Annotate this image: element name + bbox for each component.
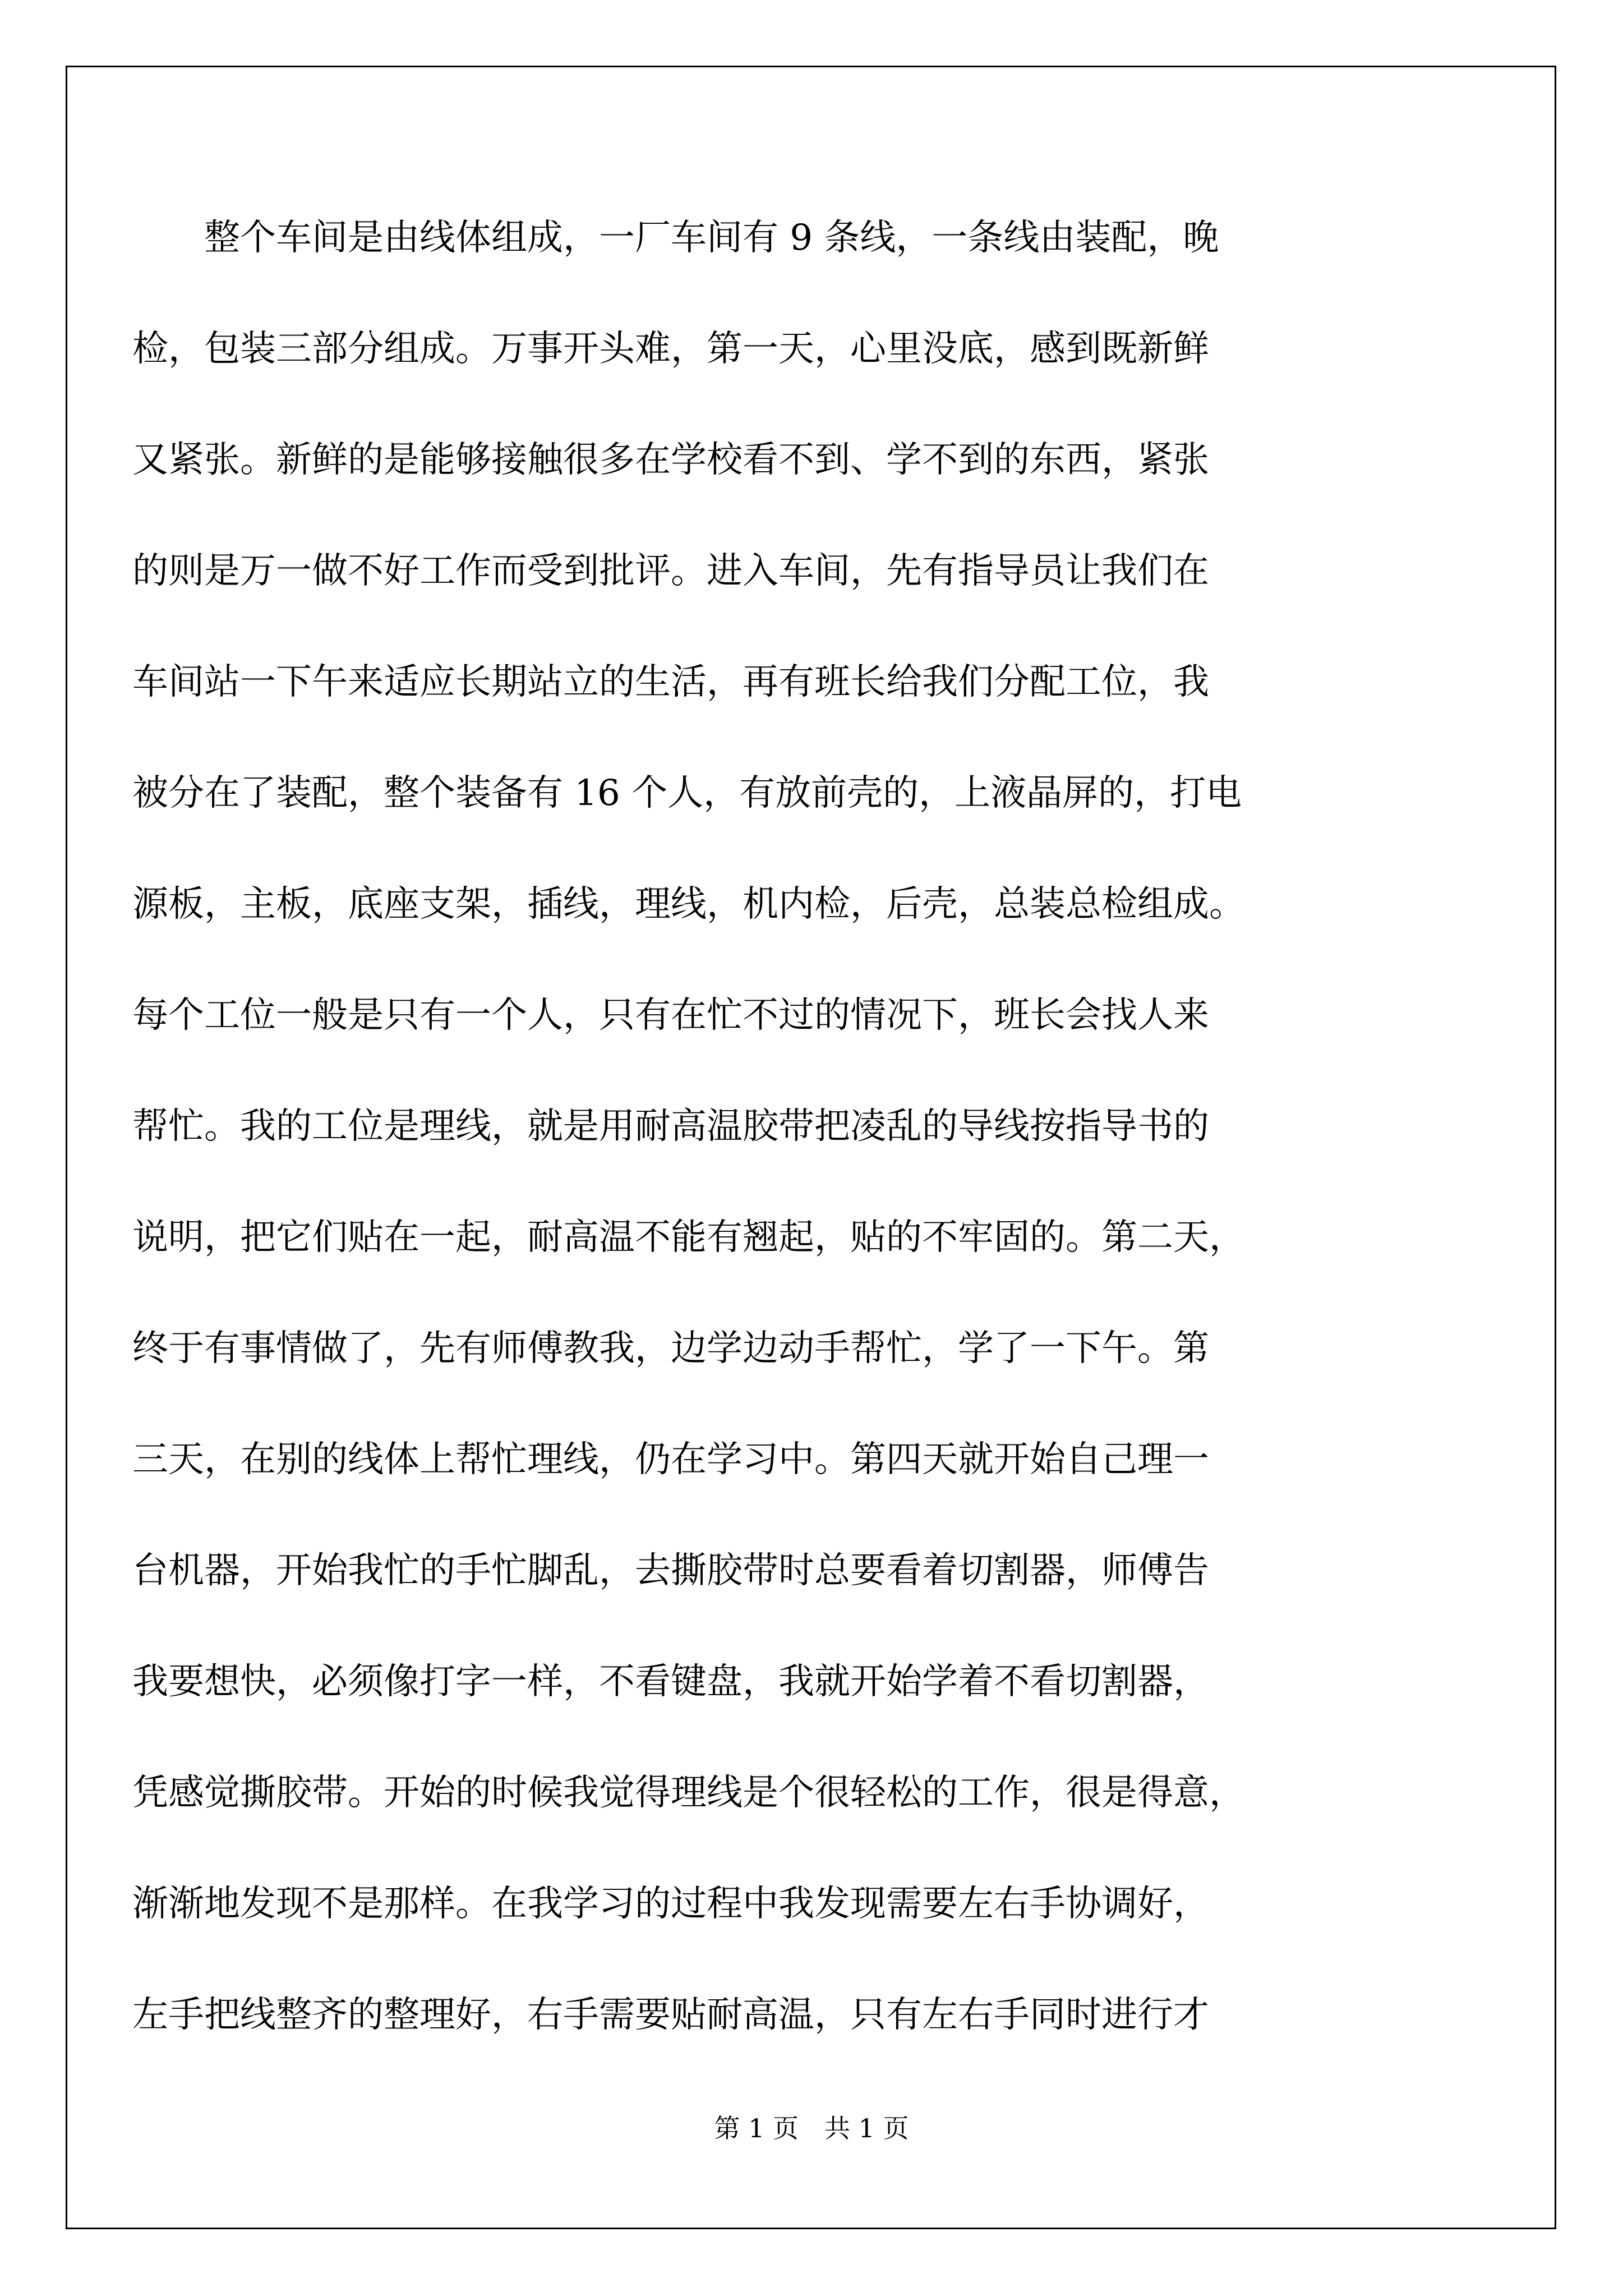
text-line: 我要想快，必须像打字一样，不看键盘，我就开始学着不看切割器，	[132, 1661, 1209, 1703]
page-footer: 第 1 页 共 1 页	[714, 2113, 909, 2143]
text-line: 源板，主板，底座支架，插线，理线，机内检，后壳，总装总检组成。	[132, 884, 1245, 925]
text-line: 检，包装三部分组成。万事开头难，第一天，心里没底，感到既新鲜	[132, 328, 1209, 370]
text-line: 台机器，开始我忙的手忙脚乱，去撕胶带时总要看着切割器，师傅告	[132, 1550, 1209, 1591]
text-line: 凭感觉撕胶带。开始的时候我觉得理线是个很轻松的工作，很是得意，	[132, 1772, 1245, 1814]
text-line: 终于有事情做了，先有师傅教我，边学边动手帮忙，学了一下午。第	[132, 1328, 1209, 1369]
text-line: 左手把线整齐的整理好，右手需要贴耐高温，只有左右手同时进行才	[132, 1994, 1209, 2036]
text-line: 又紧张。新鲜的是能够接触很多在学校看不到、学不到的东西，紧张	[132, 439, 1209, 481]
text-line: 每个工位一般是只有一个人，只有在忙不过的情况下，班长会找人来	[132, 995, 1209, 1036]
text-line: 车间站一下午来适应长期站立的生活，再有班长给我们分配工位，我	[132, 661, 1209, 703]
text-line: 帮忙。我的工位是理线，就是用耐高温胶带把凌乱的导线按指导书的	[132, 1106, 1209, 1147]
text-line: 被分在了装配，整个装备有 16 个人，有放前壳的，上液晶屏的，打电	[132, 772, 1242, 814]
text-line: 渐渐地发现不是那样。在我学习的过程中我发现需要左右手协调好，	[132, 1883, 1209, 1925]
text-line: 的则是万一做不好工作而受到批评。进入车间，先有指导员让我们在	[132, 550, 1209, 592]
text-line: 三天，在别的线体上帮忙理线，仍在学习中。第四天就开始自己理一	[132, 1439, 1209, 1480]
text-line: 整个车间是由线体组成，一厂车间有 9 条线，一条线由装配，晚	[132, 217, 1219, 259]
text-line: 说明，把它们贴在一起，耐高温不能有翘起，贴的不牢固的。第二天，	[132, 1217, 1245, 1258]
